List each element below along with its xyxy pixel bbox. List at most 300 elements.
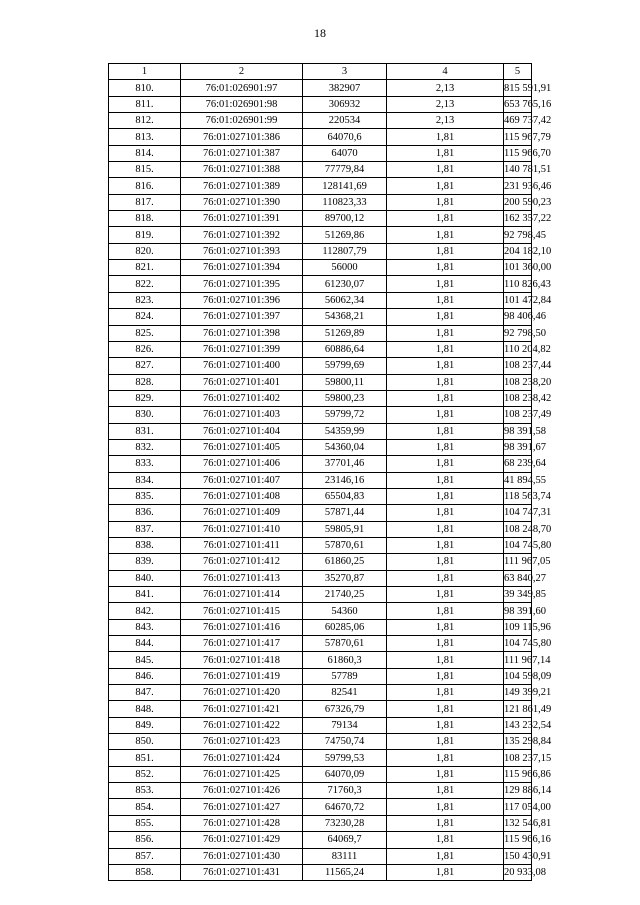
table-cell: 1,81	[387, 750, 504, 766]
table-cell: 76:01:027101:427	[181, 799, 303, 815]
table-cell: 76:01:027101:397	[181, 309, 303, 325]
table-row	[109, 783, 532, 799]
table-cell: 838.	[109, 537, 181, 553]
table-cell: 855.	[109, 815, 181, 831]
table-row	[109, 587, 532, 603]
header-cell: 3	[303, 64, 387, 80]
table-row	[109, 390, 532, 406]
table-cell: 76:01:026901:99	[181, 113, 303, 129]
table-cell: 60285,06	[303, 619, 387, 635]
table-row	[109, 80, 532, 96]
table-cell: 76:01:027101:421	[181, 701, 303, 717]
table-cell: 1,81	[387, 570, 504, 586]
table-cell: 817.	[109, 194, 181, 210]
table-cell: 76:01:027101:425	[181, 766, 303, 782]
table-cell: 76:01:027101:429	[181, 832, 303, 848]
table-cell: 104 745,80	[504, 636, 532, 652]
table-cell: 57870,61	[303, 636, 387, 652]
table-cell: 132 546,81	[504, 815, 532, 831]
table-row	[109, 292, 532, 308]
table-cell: 76:01:027101:401	[181, 374, 303, 390]
table-cell: 76:01:027101:423	[181, 734, 303, 750]
table-cell: 76:01:027101:409	[181, 505, 303, 521]
table-cell: 76:01:027101:405	[181, 439, 303, 455]
table-cell: 83111	[303, 848, 387, 864]
table-cell: 846.	[109, 668, 181, 684]
table-cell: 1,81	[387, 358, 504, 374]
table-cell: 76:01:027101:414	[181, 587, 303, 603]
header-cell: 2	[181, 64, 303, 80]
table-cell: 1,81	[387, 341, 504, 357]
table-cell: 826.	[109, 341, 181, 357]
table-cell: 64069,7	[303, 832, 387, 848]
table-cell: 1,81	[387, 456, 504, 472]
table-row	[109, 766, 532, 782]
table-cell: 76:01:027101:424	[181, 750, 303, 766]
table-cell: 110823,33	[303, 194, 387, 210]
table-cell: 104 598,09	[504, 668, 532, 684]
header-cell: 5	[504, 64, 532, 80]
table-cell: 56062,34	[303, 292, 387, 308]
table-cell: 98 391,60	[504, 603, 532, 619]
table-row	[109, 407, 532, 423]
header-cell: 4	[387, 64, 504, 80]
table-cell: 23146,16	[303, 472, 387, 488]
table-cell: 1,81	[387, 505, 504, 521]
table-cell: 54360	[303, 603, 387, 619]
table-cell: 1,81	[387, 325, 504, 341]
table-cell: 832.	[109, 439, 181, 455]
table-cell: 76:01:027101:390	[181, 194, 303, 210]
table-cell: 57870,61	[303, 537, 387, 553]
table-row	[109, 439, 532, 455]
table-cell: 1,81	[387, 603, 504, 619]
table-cell: 51269,89	[303, 325, 387, 341]
table-cell: 811.	[109, 96, 181, 112]
header-cell: 1	[109, 64, 181, 80]
table-cell: 853.	[109, 783, 181, 799]
table-cell: 121 861,49	[504, 701, 532, 717]
table-cell: 1,81	[387, 439, 504, 455]
table-cell: 1,81	[387, 832, 504, 848]
table-row	[109, 734, 532, 750]
table-cell: 306932	[303, 96, 387, 112]
table-cell: 76:01:027101:399	[181, 341, 303, 357]
table-row	[109, 864, 532, 880]
table-row	[109, 603, 532, 619]
table-cell: 842.	[109, 603, 181, 619]
table-row	[109, 276, 532, 292]
table-cell: 827.	[109, 358, 181, 374]
table-cell: 204 182,10	[504, 243, 532, 259]
table-cell: 1,81	[387, 260, 504, 276]
table-cell: 135 298,84	[504, 734, 532, 750]
table-cell: 1,81	[387, 848, 504, 864]
table-cell: 820.	[109, 243, 181, 259]
table-cell: 108 248,70	[504, 521, 532, 537]
table-cell: 82541	[303, 685, 387, 701]
table-cell: 59805,91	[303, 521, 387, 537]
table-row	[109, 243, 532, 259]
table-cell: 76:01:027101:417	[181, 636, 303, 652]
table-cell: 821.	[109, 260, 181, 276]
table-cell: 98 391,58	[504, 423, 532, 439]
table-cell: 824.	[109, 309, 181, 325]
table-row	[109, 178, 532, 194]
table-cell: 110 204,82	[504, 341, 532, 357]
table-cell: 51269,86	[303, 227, 387, 243]
table-row	[109, 668, 532, 684]
table-cell: 814.	[109, 145, 181, 161]
table-row	[109, 521, 532, 537]
table-cell: 61230,07	[303, 276, 387, 292]
table-cell: 41 894,55	[504, 472, 532, 488]
table-cell: 108 237,15	[504, 750, 532, 766]
table-cell: 76:01:027101:388	[181, 162, 303, 178]
table-cell: 73230,28	[303, 815, 387, 831]
table-cell: 851.	[109, 750, 181, 766]
table-cell: 1,81	[387, 799, 504, 815]
table-cell: 108 237,49	[504, 407, 532, 423]
table-cell: 71760,3	[303, 783, 387, 799]
table-cell: 56000	[303, 260, 387, 276]
table-cell: 112807,79	[303, 243, 387, 259]
table-cell: 60886,64	[303, 341, 387, 357]
table-cell: 67326,79	[303, 701, 387, 717]
table-cell: 823.	[109, 292, 181, 308]
table-cell: 1,81	[387, 472, 504, 488]
table-cell: 89700,12	[303, 211, 387, 227]
table-cell: 1,81	[387, 668, 504, 684]
table-cell: 76:01:027101:407	[181, 472, 303, 488]
table-cell: 162 357,22	[504, 211, 532, 227]
table-cell: 76:01:027101:400	[181, 358, 303, 374]
table-cell: 118 563,74	[504, 488, 532, 504]
table-cell: 1,81	[387, 815, 504, 831]
table-cell: 11565,24	[303, 864, 387, 880]
table-cell: 21740,25	[303, 587, 387, 603]
table-cell: 857.	[109, 848, 181, 864]
table-row	[109, 129, 532, 145]
table-cell: 810.	[109, 80, 181, 96]
table-cell: 1,81	[387, 521, 504, 537]
table-cell: 108 237,44	[504, 358, 532, 374]
table-cell: 79134	[303, 717, 387, 733]
table-row	[109, 619, 532, 635]
table-cell: 1,81	[387, 145, 504, 161]
table-cell: 76:01:027101:402	[181, 390, 303, 406]
table-cell: 2,13	[387, 80, 504, 96]
table-cell: 76:01:027101:404	[181, 423, 303, 439]
table-cell: 822.	[109, 276, 181, 292]
table-cell: 1,81	[387, 488, 504, 504]
table-cell: 68 239,64	[504, 456, 532, 472]
page-number: 18	[314, 26, 326, 40]
table-cell: 819.	[109, 227, 181, 243]
table-cell: 76:01:027101:408	[181, 488, 303, 504]
table-cell: 59799,53	[303, 750, 387, 766]
table-cell: 76:01:027101:391	[181, 211, 303, 227]
table-row	[109, 341, 532, 357]
table-cell: 847.	[109, 685, 181, 701]
table-row	[109, 456, 532, 472]
table-cell: 76:01:027101:387	[181, 145, 303, 161]
table-cell: 1,81	[387, 374, 504, 390]
table-cell: 115 967,79	[504, 129, 532, 145]
table-cell: 64070,09	[303, 766, 387, 782]
table-row	[109, 423, 532, 439]
table-row	[109, 194, 532, 210]
table-cell: 143 232,54	[504, 717, 532, 733]
table-cell: 1,81	[387, 734, 504, 750]
table-cell: 815 591,91	[504, 80, 532, 96]
table-cell: 76:01:027101:412	[181, 554, 303, 570]
table-cell: 835.	[109, 488, 181, 504]
table-cell: 76:01:027101:418	[181, 652, 303, 668]
table-cell: 833.	[109, 456, 181, 472]
table-cell: 834.	[109, 472, 181, 488]
table-cell: 1,81	[387, 243, 504, 259]
table-cell: 35270,87	[303, 570, 387, 586]
table-cell: 849.	[109, 717, 181, 733]
table-cell: 843.	[109, 619, 181, 635]
table-cell: 1,81	[387, 783, 504, 799]
table-cell: 76:01:027101:431	[181, 864, 303, 880]
table-cell: 57871,44	[303, 505, 387, 521]
table-cell: 57789	[303, 668, 387, 684]
table-row	[109, 537, 532, 553]
table-cell: 828.	[109, 374, 181, 390]
table-cell: 59800,11	[303, 374, 387, 390]
table-row	[109, 488, 532, 504]
table-cell: 76:01:027101:419	[181, 668, 303, 684]
table-row	[109, 685, 532, 701]
table-cell: 140 781,51	[504, 162, 532, 178]
table-cell: 1,81	[387, 537, 504, 553]
table-cell: 59799,69	[303, 358, 387, 374]
table-cell: 1,81	[387, 717, 504, 733]
table-cell: 1,81	[387, 292, 504, 308]
table-cell: 108 238,20	[504, 374, 532, 390]
table-cell: 845.	[109, 652, 181, 668]
table-row	[109, 815, 532, 831]
table-cell: 1,81	[387, 864, 504, 880]
table-cell: 115 966,70	[504, 145, 532, 161]
table-cell: 20 933,08	[504, 864, 532, 880]
table-row	[109, 472, 532, 488]
table-cell: 77779,84	[303, 162, 387, 178]
table-row	[109, 309, 532, 325]
table-row	[109, 162, 532, 178]
data-table	[108, 63, 552, 881]
table-cell: 117 054,00	[504, 799, 532, 815]
table-cell: 63 840,27	[504, 570, 532, 586]
table-cell: 76:01:027101:406	[181, 456, 303, 472]
table-cell: 54359,99	[303, 423, 387, 439]
table-cell: 1,81	[387, 423, 504, 439]
table-cell: 848.	[109, 701, 181, 717]
table-cell: 836.	[109, 505, 181, 521]
table-cell: 76:01:027101:393	[181, 243, 303, 259]
table-cell: 59800,23	[303, 390, 387, 406]
table-cell: 76:01:027101:398	[181, 325, 303, 341]
table-cell: 111 967,05	[504, 554, 532, 570]
table-row	[109, 799, 532, 815]
table-cell: 76:01:027101:411	[181, 537, 303, 553]
table-cell: 1,81	[387, 652, 504, 668]
table-cell: 1,81	[387, 227, 504, 243]
table-cell: 101 360,00	[504, 260, 532, 276]
table-cell: 469 737,42	[504, 113, 532, 129]
table-row	[109, 260, 532, 276]
table-cell: 1,81	[387, 390, 504, 406]
table-row	[109, 505, 532, 521]
table-cell: 98 391,67	[504, 439, 532, 455]
table-cell: 92 798,45	[504, 227, 532, 243]
table-cell: 2,13	[387, 113, 504, 129]
table-row	[109, 145, 532, 161]
table-cell: 812.	[109, 113, 181, 129]
table-cell: 76:01:027101:428	[181, 815, 303, 831]
table-cell: 101 472,84	[504, 292, 532, 308]
table-cell: 813.	[109, 129, 181, 145]
table-cell: 837.	[109, 521, 181, 537]
table-cell: 200 590,23	[504, 194, 532, 210]
table-cell: 39 349,85	[504, 587, 532, 603]
table-body	[109, 64, 552, 881]
table-cell: 149 399,21	[504, 685, 532, 701]
table-cell: 858.	[109, 864, 181, 880]
table-cell: 1,81	[387, 194, 504, 210]
table-row	[109, 325, 532, 341]
table-cell: 76:01:027101:392	[181, 227, 303, 243]
table-row	[109, 750, 532, 766]
table-row	[109, 211, 532, 227]
table-cell: 1,81	[387, 178, 504, 194]
table-cell: 76:01:027101:420	[181, 685, 303, 701]
table-cell: 76:01:027101:413	[181, 570, 303, 586]
table-row	[109, 832, 532, 848]
table-cell: 76:01:027101:430	[181, 848, 303, 864]
table-cell: 854.	[109, 799, 181, 815]
table-cell: 128141,69	[303, 178, 387, 194]
table-cell: 1,81	[387, 636, 504, 652]
table-cell: 818.	[109, 211, 181, 227]
table-cell: 2,13	[387, 96, 504, 112]
table-cell: 54360,04	[303, 439, 387, 455]
table-cell: 61860,3	[303, 652, 387, 668]
table-row	[109, 227, 532, 243]
table-row	[109, 554, 532, 570]
table-cell: 1,81	[387, 619, 504, 635]
table-cell: 59799,72	[303, 407, 387, 423]
table-cell: 653 765,16	[504, 96, 532, 112]
table-cell: 76:01:027101:386	[181, 129, 303, 145]
table-cell: 1,81	[387, 587, 504, 603]
table-cell: 65504,83	[303, 488, 387, 504]
table-cell: 76:01:026901:98	[181, 96, 303, 112]
table-cell: 76:01:027101:426	[181, 783, 303, 799]
table-cell: 231 936,46	[504, 178, 532, 194]
table-cell: 104 745,80	[504, 537, 532, 553]
table-row	[109, 652, 532, 668]
table-cell: 76:01:027101:389	[181, 178, 303, 194]
table-cell: 831.	[109, 423, 181, 439]
table-cell: 815.	[109, 162, 181, 178]
table-cell: 1,81	[387, 701, 504, 717]
table-header-row	[109, 64, 532, 80]
table-cell: 1,81	[387, 211, 504, 227]
table-cell: 98 406,46	[504, 309, 532, 325]
table-cell: 1,81	[387, 162, 504, 178]
table-cell: 76:01:027101:422	[181, 717, 303, 733]
table-cell: 76:01:027101:395	[181, 276, 303, 292]
table-cell: 129 886,14	[504, 783, 532, 799]
table-cell: 37701,46	[303, 456, 387, 472]
table-cell: 76:01:026901:97	[181, 80, 303, 96]
table-cell: 64670,72	[303, 799, 387, 815]
table-cell: 115 966,16	[504, 832, 532, 848]
table-cell: 1,81	[387, 766, 504, 782]
table-cell: 1,81	[387, 276, 504, 292]
table-cell: 825.	[109, 325, 181, 341]
table-cell: 830.	[109, 407, 181, 423]
table-cell: 61860,25	[303, 554, 387, 570]
table-cell: 829.	[109, 390, 181, 406]
table-cell: 64070,6	[303, 129, 387, 145]
table-cell: 64070	[303, 145, 387, 161]
table-row	[109, 96, 532, 112]
table-cell: 852.	[109, 766, 181, 782]
table-cell: 74750,74	[303, 734, 387, 750]
table-row	[109, 717, 532, 733]
table-cell: 841.	[109, 587, 181, 603]
table-cell: 110 826,43	[504, 276, 532, 292]
table-cell: 104 747,31	[504, 505, 532, 521]
table-row	[109, 570, 532, 586]
table-cell: 54368,21	[303, 309, 387, 325]
table-cell: 76:01:027101:394	[181, 260, 303, 276]
table-cell: 111 967,14	[504, 652, 532, 668]
table-cell: 92 798,50	[504, 325, 532, 341]
table-cell: 76:01:027101:403	[181, 407, 303, 423]
table-cell: 816.	[109, 178, 181, 194]
table-cell: 839.	[109, 554, 181, 570]
table-cell: 1,81	[387, 685, 504, 701]
table-cell: 1,81	[387, 309, 504, 325]
table-cell: 150 430,91	[504, 848, 532, 864]
table-cell: 76:01:027101:410	[181, 521, 303, 537]
table-cell: 76:01:027101:415	[181, 603, 303, 619]
table-cell: 108 238,42	[504, 390, 532, 406]
table-cell: 76:01:027101:416	[181, 619, 303, 635]
table-cell: 220534	[303, 113, 387, 129]
table-cell: 844.	[109, 636, 181, 652]
table-cell: 109 115,96	[504, 619, 532, 635]
table-cell: 1,81	[387, 129, 504, 145]
table-cell: 856.	[109, 832, 181, 848]
table-row	[109, 358, 532, 374]
table-cell: 1,81	[387, 554, 504, 570]
table-row	[109, 636, 532, 652]
table-cell: 1,81	[387, 407, 504, 423]
table-row	[109, 374, 532, 390]
table-row	[109, 113, 532, 129]
table-cell: 115 966,86	[504, 766, 532, 782]
table-row	[109, 701, 532, 717]
table-cell: 850.	[109, 734, 181, 750]
table-row	[109, 848, 532, 864]
